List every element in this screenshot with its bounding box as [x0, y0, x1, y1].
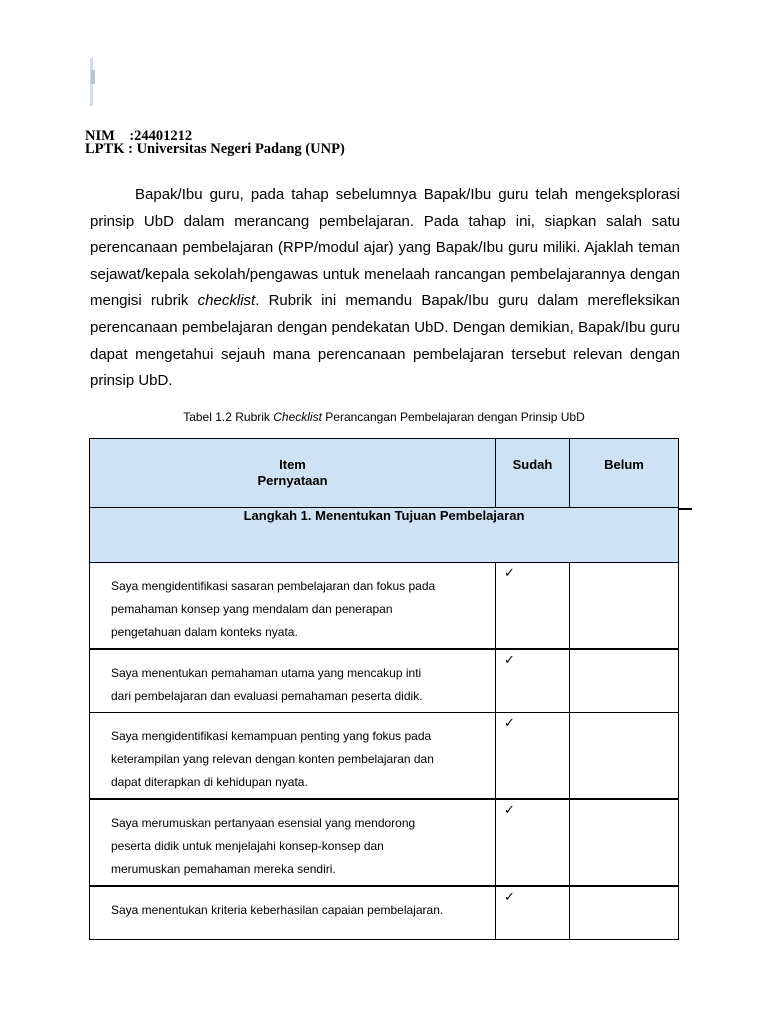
header-item-line2: Pernyataan — [257, 473, 328, 488]
table-row — [90, 563, 679, 650]
nim-label: NIM — [85, 128, 115, 144]
statement-cell: Saya menentukan kriteria keberhasilan capaian pembelajaran. — [90, 886, 496, 939]
sudah-check[interactable]: ✓ — [496, 799, 570, 886]
text-cursor-mark — [90, 58, 93, 106]
intro-paragraph — [90, 182, 680, 395]
sudah-check[interactable]: ✓ — [496, 563, 570, 650]
table-header-row — [90, 439, 679, 508]
intro-text-1: Bapak/Ibu guru, pada tahap sebelumnya Bapak/Ibu guru telah mengeksplorasi prinsip UbD dalam merancang pembelajaran. Pada tahap ini, siapkan salah satu perencanaan pembelajaran (RPP/modul ajar) yang Bapak/Ibu guru miliki. Ajaklah teman sejawat/kepala sekolah/pengawas untuk menelaah rancangan pembelajarannya dengan mengisi rubrik — [90, 186, 680, 310]
intro-italic: checklist — [197, 292, 256, 310]
table-row — [90, 886, 679, 939]
statement-cell: Saya mengidentifikasi sasaran pembelajaran dan fokus pada pemahaman konsep yang mendalam dan penerapan pengetahuan dalam konteks nyata. — [90, 563, 496, 650]
lptk-value: : Universitas Negeri Padang (UNP) — [128, 141, 345, 157]
caption-text-1: Tabel 1.2 Rubrik — [183, 410, 274, 424]
sudah-check[interactable]: ✓ — [496, 649, 570, 713]
belum-check[interactable] — [570, 886, 679, 939]
table-caption — [0, 410, 768, 424]
statement-cell: Saya mengidentifikasi kemampuan penting yang fokus pada keterampilan yang relevan dengan konten pembelajaran dan dapat diterapkan di kehidupan nyata. — [90, 713, 496, 800]
statement-cell: Saya merumuskan pertanyaan esensial yang mendorong peserta didik untuk menjelajahi konsep-konsep dan merumuskan pemahaman mereka sendiri. — [90, 799, 496, 886]
statement-cell: Saya menentukan pemahaman utama yang mencakup inti dari pembelajaran dan evaluasi pemahaman peserta didik. — [90, 649, 496, 713]
sudah-check[interactable]: ✓ — [496, 713, 570, 800]
header-item-line1: Item — [279, 457, 306, 472]
step-row — [90, 508, 679, 563]
lptk-label: LPTK — [85, 141, 125, 157]
step-title: Langkah 1. Menentukan Tujuan Pembelajaran — [90, 508, 679, 563]
belum-check[interactable] — [570, 713, 679, 800]
table-row — [90, 799, 679, 886]
table-rule-overhang — [678, 508, 692, 510]
nim-value: :24401212 — [129, 128, 193, 144]
table-row — [90, 649, 679, 713]
table-row — [90, 713, 679, 800]
belum-check[interactable] — [570, 649, 679, 713]
belum-check[interactable] — [570, 563, 679, 650]
caption-text-2: Perancangan Pembelajaran dengan Prinsip UbD — [321, 410, 585, 424]
sudah-check[interactable]: ✓ — [496, 886, 570, 939]
header-sudah: Sudah — [496, 439, 570, 508]
header-item — [90, 439, 496, 508]
intro-text-2: . Rubrik ini memandu Bapak/Ibu guru dalam merefleksikan perencanaan pembelajaran dengan pendekatan UbD. Dengan demikian, Bapak/Ibu guru dapat mengetahui sejauh mana perencanaan pembelajaran tersebut relevan dengan prinsip UbD. — [90, 292, 681, 390]
caption-italic: Checklist — [273, 410, 322, 424]
lptk-line — [85, 141, 345, 157]
header-belum: Belum — [570, 439, 679, 508]
rubric-table — [89, 438, 679, 940]
belum-check[interactable] — [570, 799, 679, 886]
